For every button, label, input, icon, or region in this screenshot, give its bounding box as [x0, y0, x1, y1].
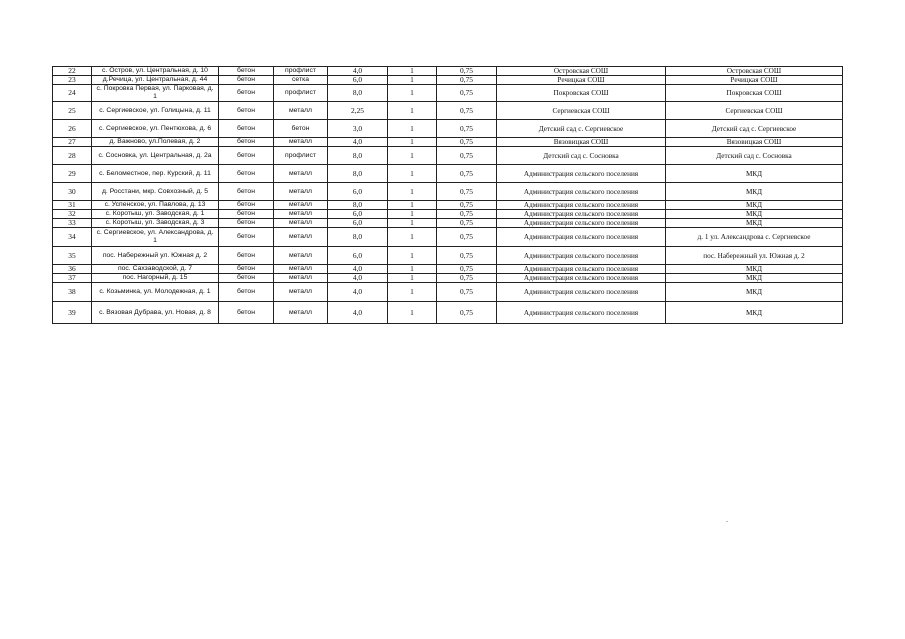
container-volume-cell: 0,75 [437, 302, 497, 324]
container-count-cell: 1 [388, 201, 437, 210]
base-type-cell: бетон [219, 147, 274, 165]
fence-type-cell: металл [274, 302, 328, 324]
row-number: 25 [53, 102, 92, 120]
container-count-cell: 1 [388, 102, 437, 120]
container-volume-cell: 0,75 [437, 247, 497, 265]
address-cell: с. Остров, ул. Центральная, д. 10 [92, 67, 219, 76]
address-cell: с. Беломестное, пер. Курский, д. 11 [92, 165, 219, 183]
waste-source-cell: Вязовицкая СОШ [666, 138, 843, 147]
area-cell: 8,0 [328, 165, 388, 183]
owner-cell: Речицкая СОШ [497, 76, 666, 85]
table-row [53, 302, 843, 324]
area-cell: 8,0 [328, 85, 388, 102]
address-cell: пос. Нагорный, д. 15 [92, 274, 219, 283]
address-cell: с. Сергиевское, ул. Голицына, д. 11 [92, 102, 219, 120]
base-type-cell: бетон [219, 102, 274, 120]
container-volume-cell: 0,75 [437, 120, 497, 138]
area-cell: 6,0 [328, 247, 388, 265]
table-row [53, 210, 843, 219]
container-count-cell: 1 [388, 210, 437, 219]
base-type-cell: бетон [219, 219, 274, 228]
container-volume-cell: 0,75 [437, 201, 497, 210]
row-number: 22 [53, 67, 92, 76]
container-count-cell: 1 [388, 120, 437, 138]
container-volume-cell: 0,75 [437, 147, 497, 165]
table-row [53, 165, 843, 183]
area-cell: 4,0 [328, 302, 388, 324]
container-count-cell: 1 [388, 283, 437, 302]
base-type-cell: бетон [219, 210, 274, 219]
table-row [53, 120, 843, 138]
fence-type-cell: металл [274, 138, 328, 147]
base-type-cell: бетон [219, 165, 274, 183]
base-type-cell: бетон [219, 265, 274, 274]
address-cell: с. Сосновка, ул. Центральная, д. 2а [92, 147, 219, 165]
waste-source-cell: Речицкая СОШ [666, 76, 843, 85]
container-count-cell: 1 [388, 76, 437, 85]
row-number: 34 [53, 228, 92, 247]
fence-type-cell: металл [274, 183, 328, 201]
row-number: 39 [53, 302, 92, 324]
table-row [53, 183, 843, 201]
address-cell: с. Коротыш, ул. Заводская, д. 1 [92, 210, 219, 219]
fence-type-cell: металл [274, 219, 328, 228]
address-cell: д. Росстани, мкр. Совхозный, д. 5 [92, 183, 219, 201]
area-cell: 8,0 [328, 147, 388, 165]
owner-cell: Администрация сельского поселения [497, 265, 666, 274]
address-cell: с. Сергиевское, ул. Александрова, д. 1 [92, 228, 219, 247]
area-cell: 3,0 [328, 120, 388, 138]
fence-type-cell: бетон [274, 120, 328, 138]
container-volume-cell: 0,75 [437, 219, 497, 228]
owner-cell: Администрация сельского поселения [497, 219, 666, 228]
container-volume-cell: 0,75 [437, 274, 497, 283]
container-volume-cell: 0,75 [437, 283, 497, 302]
waste-source-cell: Сергиевская СОШ [666, 102, 843, 120]
table-row [53, 76, 843, 85]
waste-source-cell: МКД [666, 210, 843, 219]
base-type-cell: бетон [219, 228, 274, 247]
table-row [53, 102, 843, 120]
container-count-cell: 1 [388, 165, 437, 183]
owner-cell: Администрация сельского поселения [497, 283, 666, 302]
container-volume-cell: 0,75 [437, 76, 497, 85]
owner-cell: Администрация сельского поселения [497, 228, 666, 247]
owner-cell: Администрация сельского поселения [497, 302, 666, 324]
table-row [53, 138, 843, 147]
container-volume-cell: 0,75 [437, 102, 497, 120]
fence-type-cell: металл [274, 265, 328, 274]
owner-cell: Администрация сельского поселения [497, 274, 666, 283]
address-cell: с. Успенское, ул. Павлова, д. 13 [92, 201, 219, 210]
waste-source-cell: МКД [666, 201, 843, 210]
owner-cell: Сергиевская СОШ [497, 102, 666, 120]
container-count-cell: 1 [388, 67, 437, 76]
owner-cell: Администрация сельского поселения [497, 183, 666, 201]
container-count-cell: 1 [388, 265, 437, 274]
area-cell: 4,0 [328, 283, 388, 302]
area-cell: 8,0 [328, 228, 388, 247]
owner-cell: Администрация сельского поселения [497, 247, 666, 265]
waste-source-cell: Островская СОШ [666, 67, 843, 76]
base-type-cell: бетон [219, 138, 274, 147]
waste-source-cell: МКД [666, 265, 843, 274]
owner-cell: Детский сад с. Сосновка [497, 147, 666, 165]
area-cell: 4,0 [328, 138, 388, 147]
container-count-cell: 1 [388, 85, 437, 102]
container-volume-cell: 0,75 [437, 165, 497, 183]
area-cell: 4,0 [328, 274, 388, 283]
table-row [53, 247, 843, 265]
fence-type-cell: профлист [274, 85, 328, 102]
waste-source-cell: МКД [666, 165, 843, 183]
address-cell: с. Вязовая Дубрава, ул. Новая, д. 8 [92, 302, 219, 324]
fence-type-cell: металл [274, 165, 328, 183]
address-cell: с. Сергиевское, ул. Пентюхова, д. 6 [92, 120, 219, 138]
fence-type-cell: металл [274, 102, 328, 120]
area-cell: 6,0 [328, 76, 388, 85]
address-cell: пос. Сахзаводской, д. 7 [92, 265, 219, 274]
waste-source-cell: МКД [666, 302, 843, 324]
waste-source-cell: МКД [666, 274, 843, 283]
container-count-cell: 1 [388, 302, 437, 324]
base-type-cell: бетон [219, 274, 274, 283]
row-number: 33 [53, 219, 92, 228]
container-sites-table [52, 66, 843, 324]
container-volume-cell: 0,75 [437, 183, 497, 201]
base-type-cell: бетон [219, 247, 274, 265]
container-count-cell: 1 [388, 274, 437, 283]
waste-source-cell: пос. Набережный ул. Южная д. 2 [666, 247, 843, 265]
fence-type-cell: металл [274, 201, 328, 210]
container-count-cell: 1 [388, 138, 437, 147]
table-row [53, 265, 843, 274]
row-number: 38 [53, 283, 92, 302]
fence-type-cell: профлист [274, 147, 328, 165]
row-number: 36 [53, 265, 92, 274]
waste-source-cell: Детский сад с. Сосновка [666, 147, 843, 165]
address-cell: с. Козьминка, ул. Молодежная, д. 1 [92, 283, 219, 302]
owner-cell: Островская СОШ [497, 67, 666, 76]
row-number: 24 [53, 85, 92, 102]
scan-speck [726, 521, 728, 522]
area-cell: 4,0 [328, 67, 388, 76]
owner-cell: Покровская СОШ [497, 85, 666, 102]
owner-cell: Вязовицкая СОШ [497, 138, 666, 147]
row-number: 37 [53, 274, 92, 283]
base-type-cell: бетон [219, 302, 274, 324]
address-cell: с. Коротыш, ул. Заводская, д. 3 [92, 219, 219, 228]
area-cell: 6,0 [328, 183, 388, 201]
area-cell: 2,25 [328, 102, 388, 120]
fence-type-cell: сетка [274, 76, 328, 85]
area-cell: 6,0 [328, 219, 388, 228]
container-count-cell: 1 [388, 219, 437, 228]
address-cell: пос. Набережный ул. Южная д. 2 [92, 247, 219, 265]
table-row [53, 85, 843, 102]
table-row [53, 283, 843, 302]
row-number: 23 [53, 76, 92, 85]
row-number: 35 [53, 247, 92, 265]
table-row [53, 219, 843, 228]
owner-cell: Администрация сельского поселения [497, 210, 666, 219]
waste-source-cell: Покровская СОШ [666, 85, 843, 102]
fence-type-cell: металл [274, 283, 328, 302]
fence-type-cell: металл [274, 210, 328, 219]
table-row [53, 228, 843, 247]
container-volume-cell: 0,75 [437, 210, 497, 219]
table-row [53, 201, 843, 210]
table-row [53, 274, 843, 283]
waste-source-cell: Детский сад с. Сергиевское [666, 120, 843, 138]
container-volume-cell: 0,75 [437, 67, 497, 76]
row-number: 29 [53, 165, 92, 183]
base-type-cell: бетон [219, 120, 274, 138]
address-cell: д. Важново, ул.Полевая, д. 2 [92, 138, 219, 147]
row-number: 32 [53, 210, 92, 219]
area-cell: 8,0 [328, 201, 388, 210]
row-number: 26 [53, 120, 92, 138]
row-number: 30 [53, 183, 92, 201]
base-type-cell: бетон [219, 67, 274, 76]
row-number: 31 [53, 201, 92, 210]
container-volume-cell: 0,75 [437, 228, 497, 247]
fence-type-cell: металл [274, 274, 328, 283]
waste-source-cell: МКД [666, 183, 843, 201]
base-type-cell: бетон [219, 85, 274, 102]
area-cell: 4,0 [328, 265, 388, 274]
address-cell: д.Речица, ул. Центральная, д. 44 [92, 76, 219, 85]
owner-cell: Детский сад с. Сергиевское [497, 120, 666, 138]
table-body [53, 67, 843, 324]
container-volume-cell: 0,75 [437, 265, 497, 274]
owner-cell: Администрация сельского поселения [497, 165, 666, 183]
waste-source-cell: д. 1 ул. Александрова с. Сергиевское [666, 228, 843, 247]
base-type-cell: бетон [219, 283, 274, 302]
container-count-cell: 1 [388, 228, 437, 247]
fence-type-cell: металл [274, 247, 328, 265]
waste-source-cell: МКД [666, 219, 843, 228]
area-cell: 6,0 [328, 210, 388, 219]
row-number: 27 [53, 138, 92, 147]
table-row [53, 67, 843, 76]
address-cell: с. Покровка Первая, ул. Парковая, д. 1 [92, 85, 219, 102]
container-count-cell: 1 [388, 183, 437, 201]
container-count-cell: 1 [388, 147, 437, 165]
row-number: 28 [53, 147, 92, 165]
table-row [53, 147, 843, 165]
owner-cell: Администрация сельского поселения [497, 201, 666, 210]
fence-type-cell: профлист [274, 67, 328, 76]
container-volume-cell: 0,75 [437, 138, 497, 147]
waste-source-cell: МКД [666, 283, 843, 302]
base-type-cell: бетон [219, 201, 274, 210]
container-volume-cell: 0,75 [437, 85, 497, 102]
base-type-cell: бетон [219, 76, 274, 85]
base-type-cell: бетон [219, 183, 274, 201]
container-count-cell: 1 [388, 247, 437, 265]
fence-type-cell: металл [274, 228, 328, 247]
